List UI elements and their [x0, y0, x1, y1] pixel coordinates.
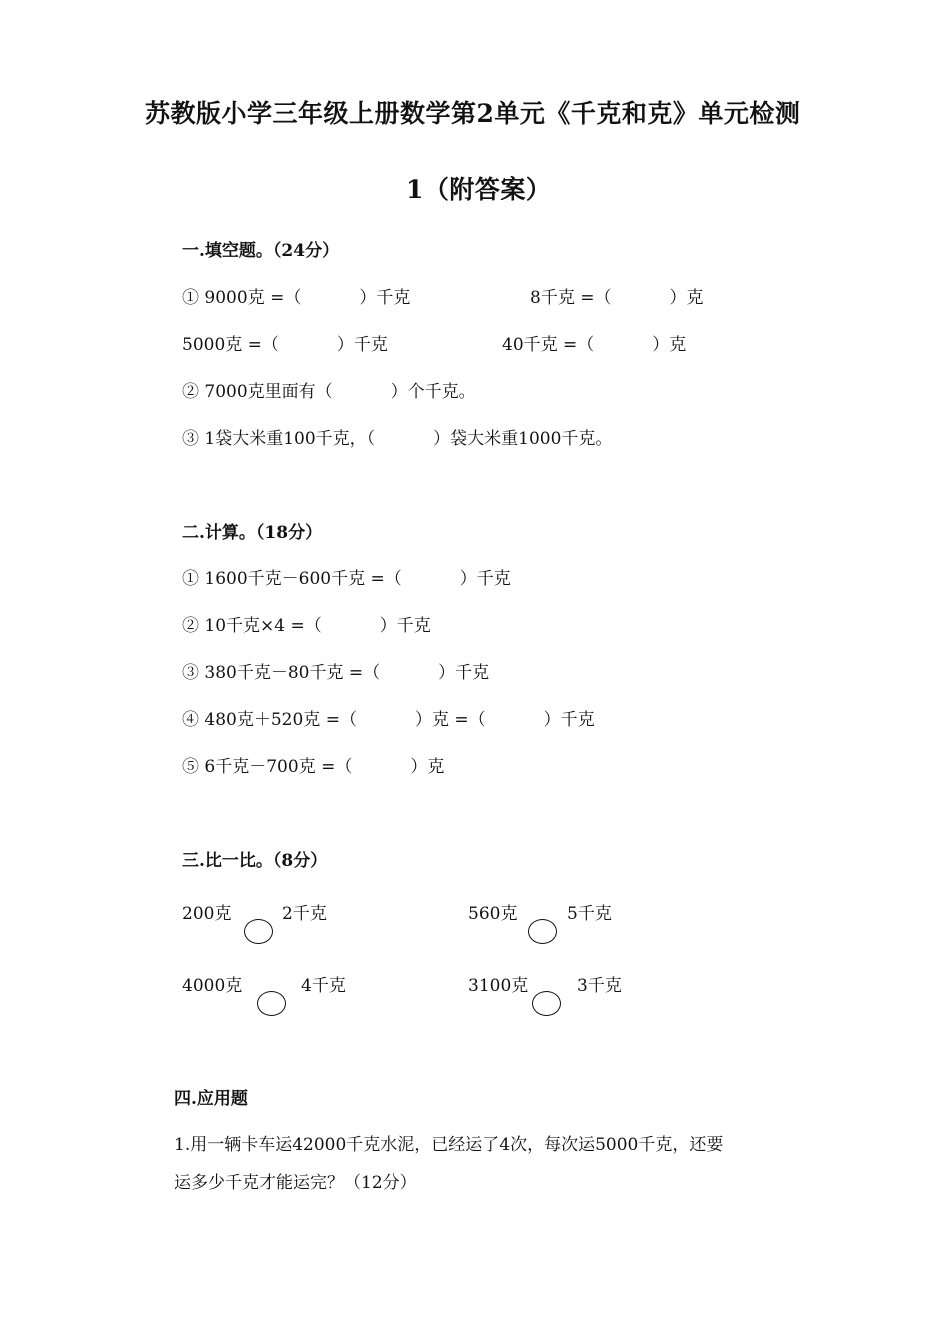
- section2-heading: 二.计算。（18分）: [182, 523, 323, 543]
- fill-q3: [182, 424, 612, 449]
- fill-q2-prefix: ② 7000克里面有（: [182, 382, 333, 402]
- section3-heading: 三.比一比。（8分）: [182, 851, 328, 871]
- fill-q3-suffix: ）袋大米重1000千克。: [433, 429, 613, 449]
- calc-q5-prefix: ⑤ 6千克－700克 =（: [182, 757, 353, 777]
- fill-q1c-prefix: 5000克 =（: [182, 335, 279, 355]
- section4-heading: 四.应用题: [174, 1089, 248, 1109]
- calc-q3-prefix: ③ 380千克－80千克 =（: [182, 663, 381, 683]
- compare-circle-4[interactable]: [532, 991, 561, 1016]
- calc-q1-suffix: ）千克: [459, 569, 511, 589]
- section1-heading: 一.填空题。（24分）: [182, 241, 340, 261]
- word-problem-line1: 1.用一辆卡车运42000千克水泥，已经运了4次，每次运5000千克，还要: [174, 1135, 724, 1155]
- fill-q1d-suffix: ）克: [652, 335, 687, 355]
- page-title-line2: 1（附答案）: [406, 175, 552, 204]
- fill-q1d-prefix: 40千克 =（: [502, 335, 595, 355]
- calc-q3-suffix: ）千克: [438, 663, 490, 683]
- fill-q1a-suffix: ）千克: [359, 288, 411, 308]
- calc-q4-mid: ）克 =（: [414, 710, 486, 730]
- compare-left-3: 4000克: [182, 976, 243, 996]
- fill-q1a: [182, 283, 410, 308]
- compare-right-2: 5千克: [567, 904, 612, 924]
- calc-q2-suffix: ）千克: [379, 616, 431, 636]
- compare-circle-3[interactable]: [257, 991, 286, 1016]
- fill-q1c: [182, 330, 388, 355]
- fill-q1c-suffix: ）千克: [336, 335, 388, 355]
- compare-right-4: 3千克: [577, 976, 622, 996]
- compare-left-4: 3100克: [468, 976, 529, 996]
- word-problem-line2: 运多少千克才能运完？（12分）: [174, 1173, 417, 1193]
- calc-q5: [182, 752, 444, 777]
- calc-q4-prefix: ④ 480克＋520克 =（: [182, 710, 357, 730]
- page-title-line1: 苏教版小学三年级上册数学第2单元《千克和克》单元检测: [145, 99, 801, 128]
- fill-q1a-prefix: ① 9000克 =（: [182, 288, 302, 308]
- calc-q4: [182, 705, 595, 730]
- fill-q3-prefix: ③ 1袋大米重100千克，（: [182, 429, 376, 449]
- compare-right-1: 2千克: [282, 904, 327, 924]
- compare-circle-2[interactable]: [528, 919, 557, 944]
- calc-q2-prefix: ② 10千克×4 =（: [182, 616, 322, 636]
- calc-q5-suffix: ）克: [410, 757, 445, 777]
- calc-q4-suffix: ）千克: [543, 710, 595, 730]
- calc-q1-prefix: ① 1600千克－600千克 =（: [182, 569, 402, 589]
- calc-q3: [182, 658, 489, 683]
- fill-q1b: [530, 283, 703, 308]
- calc-q1: [182, 564, 511, 589]
- compare-left-1: 200克: [182, 904, 232, 924]
- fill-q1b-prefix: 8千克 =（: [530, 288, 612, 308]
- fill-q1d: [502, 330, 686, 355]
- calc-q2: [182, 611, 431, 636]
- fill-q1b-suffix: ）克: [669, 288, 704, 308]
- compare-right-3: 4千克: [301, 976, 346, 996]
- compare-circle-1[interactable]: [244, 919, 273, 944]
- fill-q2: [182, 377, 476, 402]
- compare-left-2: 560克: [468, 904, 518, 924]
- fill-q2-suffix: ）个千克。: [390, 382, 476, 402]
